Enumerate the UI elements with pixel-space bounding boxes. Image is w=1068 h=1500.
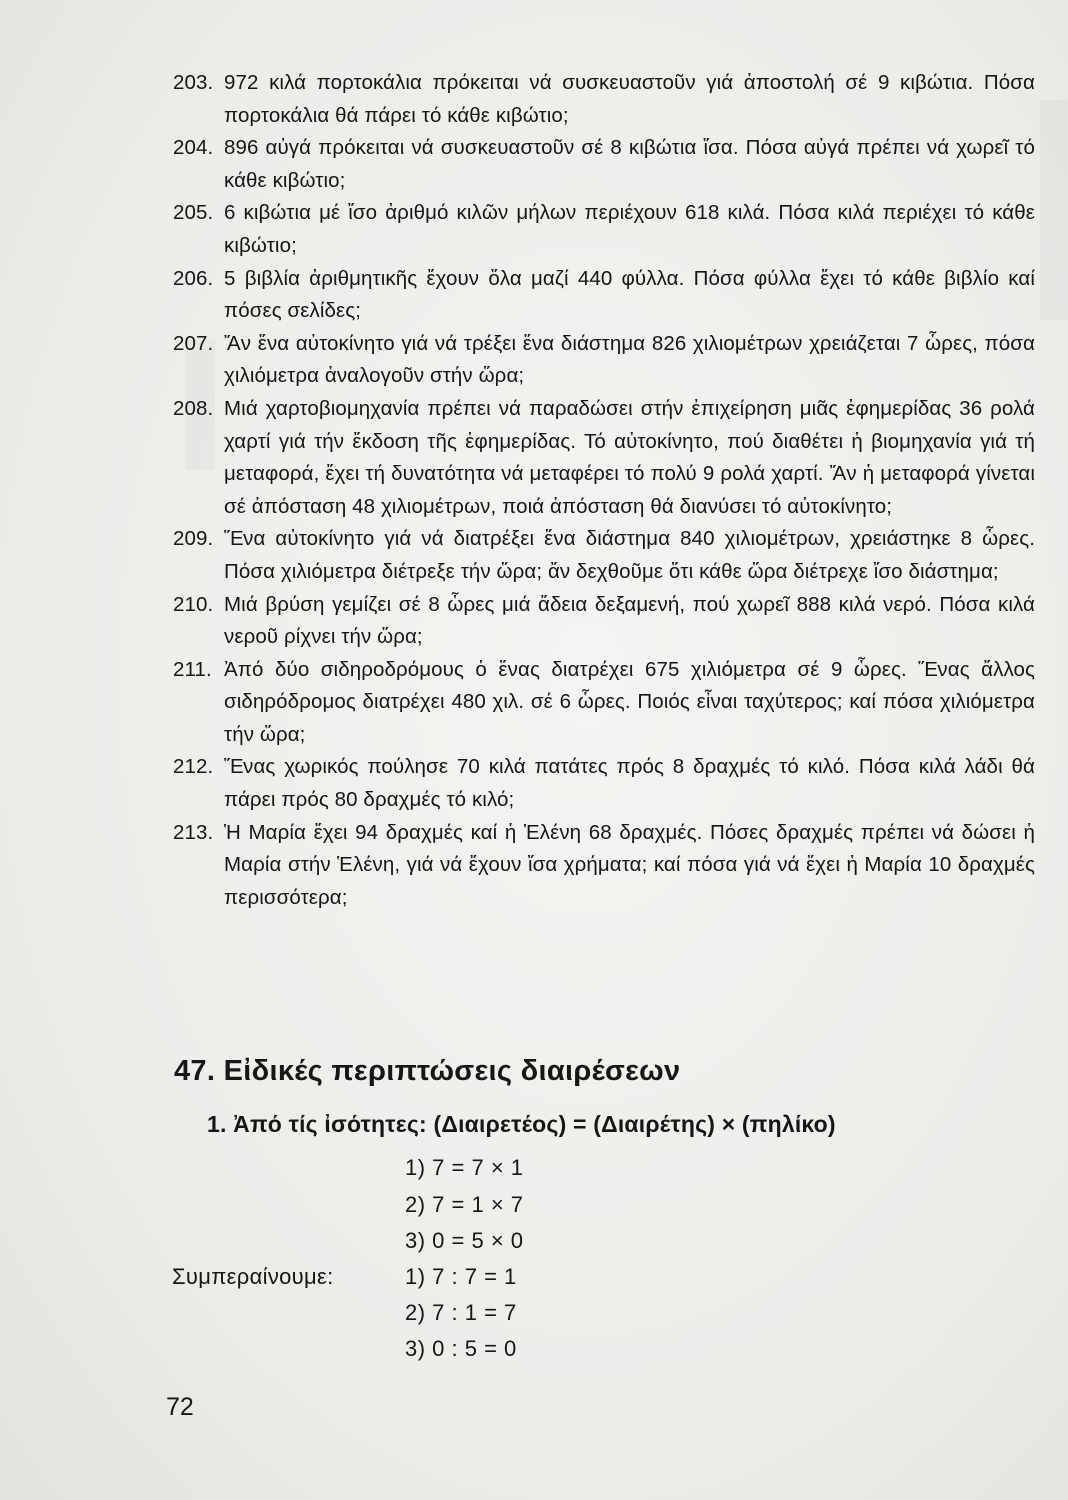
- exercise-number: 210.: [173, 592, 214, 616]
- exercise-text: Ἕνα αὐτοκίνητο γιά νά διατρέξει ἕνα διάστημα 840 χιλιομέτρων, χρειάστηκε 8 ὧρες. Πόσα χιλιόμετρα διέτρεξε τήν ὥρα; ἄν δεχθοῦμε ὅτι κάθε ὥρα διέτρεχε ἴσο διάστημα;: [224, 527, 1035, 583]
- bleed-through-shadow: [1040, 100, 1068, 320]
- section-title: 47. Εἰδικές περιπτώσεις διαιρέσεων: [174, 1055, 681, 1087]
- exercise-number: 205.: [173, 201, 214, 225]
- exercise-item: [173, 328, 1035, 393]
- exercise-list: [173, 67, 1035, 914]
- exercise-item: [173, 751, 1035, 816]
- exercise-text: 972 κιλά πορτοκάλια πρόκειται νά συσκευαστοῦν γιά ἀποστολή σέ 9 κιβώτια. Πόσα πορτοκάλια θά πάρει τό κάθε κιβώτιο;: [224, 71, 1035, 127]
- division-rule: 1. Ἀπό τίς ἰσότητες: (Διαιρετέος) = (Διαιρέτης) × (πηλίκο): [207, 1111, 836, 1137]
- exercise-text: Ἡ Μαρία ἔχει 94 δραχμές καί ἡ Ἑλένη 68 δραχμές. Πόσες δραχμές πρέπει νά δώσει ἡ Μαρία στήν Ἑλένη, γιά νά ἔχουν ἴσα χρήματα; καί πόσα γιά νά ἔχει ἡ Μαρία 10 δραχμές περισσότερα;: [224, 820, 1035, 909]
- conclusion-label: Συμπεραίνουμε:: [172, 1264, 334, 1289]
- conclusion-1: 1) 7 : 7 = 1: [405, 1264, 517, 1289]
- conclusion-3: 3) 0 : 5 = 0: [405, 1336, 517, 1361]
- exercise-number: 203.: [173, 71, 214, 94]
- exercise-number: 207.: [173, 331, 214, 355]
- exercise-text: Ἄν ἕνα αὐτοκίνητο γιά νά τρέξει ἕνα διάστημα 826 χιλιομέτρων χρειάζεται 7 ὧρες, πόσα χιλιόμετρα ἀναλογοῦν στήν ὥρα;: [224, 331, 1035, 388]
- equality-3: 3) 0 = 5 × 0: [405, 1228, 524, 1253]
- exercise-number: 204.: [173, 136, 214, 160]
- equality-1: 1) 7 = 7 × 1: [405, 1155, 524, 1180]
- exercise-number: 212.: [173, 755, 214, 779]
- equality-2: 2) 7 = 1 × 7: [405, 1192, 524, 1217]
- conclusion-2: 2) 7 : 1 = 7: [405, 1300, 517, 1325]
- exercise-text: Ἕνας χωρικός πούλησε 70 κιλά πατάτες πρός 8 δραχμές τό κιλό. Πόσα κιλά λάδι θά πάρει πρός 80 δραχμές τό κιλό;: [224, 755, 1035, 812]
- exercise-item: [173, 132, 1035, 197]
- exercise-item: [173, 197, 1035, 262]
- exercise-number: 206.: [173, 266, 214, 290]
- exercise-number: 209.: [173, 527, 214, 551]
- exercise-text: Μιά βρύση γεμίζει σέ 8 ὧρες μιά ἄδεια δεξαμενή, πού χωρεῖ 888 κιλά νερό. Πόσα κιλά νεροῦ ρίχνει τήν ὥρα;: [224, 592, 1035, 649]
- exercise-number: 213.: [173, 820, 214, 844]
- exercise-item: [173, 817, 1035, 915]
- exercise-text: 5 βιβλία ἀριθμητικῆς ἔχουν ὅλα μαζί 440 φύλλα. Πόσα φύλλα ἔχει τό κάθε βιβλίο καί πόσες σελίδες;: [224, 266, 1035, 323]
- exercise-item: [173, 589, 1035, 654]
- exercise-item: [173, 263, 1035, 328]
- page-number: 72: [166, 1393, 194, 1421]
- exercise-item: [173, 393, 1035, 523]
- exercise-text: Ἀπό δύο σιδηροδρόμους ὁ ἕνας διατρέχει 675 χιλιόμετρα σέ 9 ὧρες. Ἕνας ἄλλος σιδηρόδρομος διατρέχει 480 χιλ. σέ 6 ὧρες. Ποιός εἶναι ταχύτερος; καί πόσα χιλιόμετρα τήν ὥρα;: [224, 657, 1035, 746]
- exercise-number: 211.: [173, 657, 212, 681]
- exercise-text: 6 κιβώτια μέ ἴσο ἀριθμό κιλῶν μήλων περιέχουν 618 κιλά. Πόσα κιλά περιέχει τό κάθε κιβώτιο;: [224, 201, 1035, 257]
- exercise-number: 208.: [173, 396, 214, 420]
- exercise-item: [173, 67, 1035, 132]
- exercise-item: [173, 523, 1035, 588]
- exercise-text: Μιά χαρτοβιομηχανία πρέπει νά παραδώσει στήν ἐπιχείρηση μιᾶς ἐφημερίδας 36 ρολά χαρτί γιά τήν ἔκδοση τῆς ἐφημερίδας. Τό αὐτοκίνητο, πού διαθέτει ἡ βιομηχανία γιά τή μεταφορά, ἔχει τή δυνατότητα νά μεταφέρει τό πολύ 9 ρολά χαρτί. Ἄν ἡ μεταφορά γίνεται σέ ἀπόσταση 48 χιλιομέτρων, ποιά ἀπόσταση θά διανύσει τό αὐτοκίνητο;: [224, 396, 1035, 518]
- exercise-item: [173, 654, 1035, 752]
- exercise-text: 896 αὐγά πρόκειται νά συσκευαστοῦν σέ 8 κιβώτια ἴσα. Πόσα αὐγά πρέπει νά χωρεῖ τό κάθε κιβώτιο;: [224, 136, 1035, 192]
